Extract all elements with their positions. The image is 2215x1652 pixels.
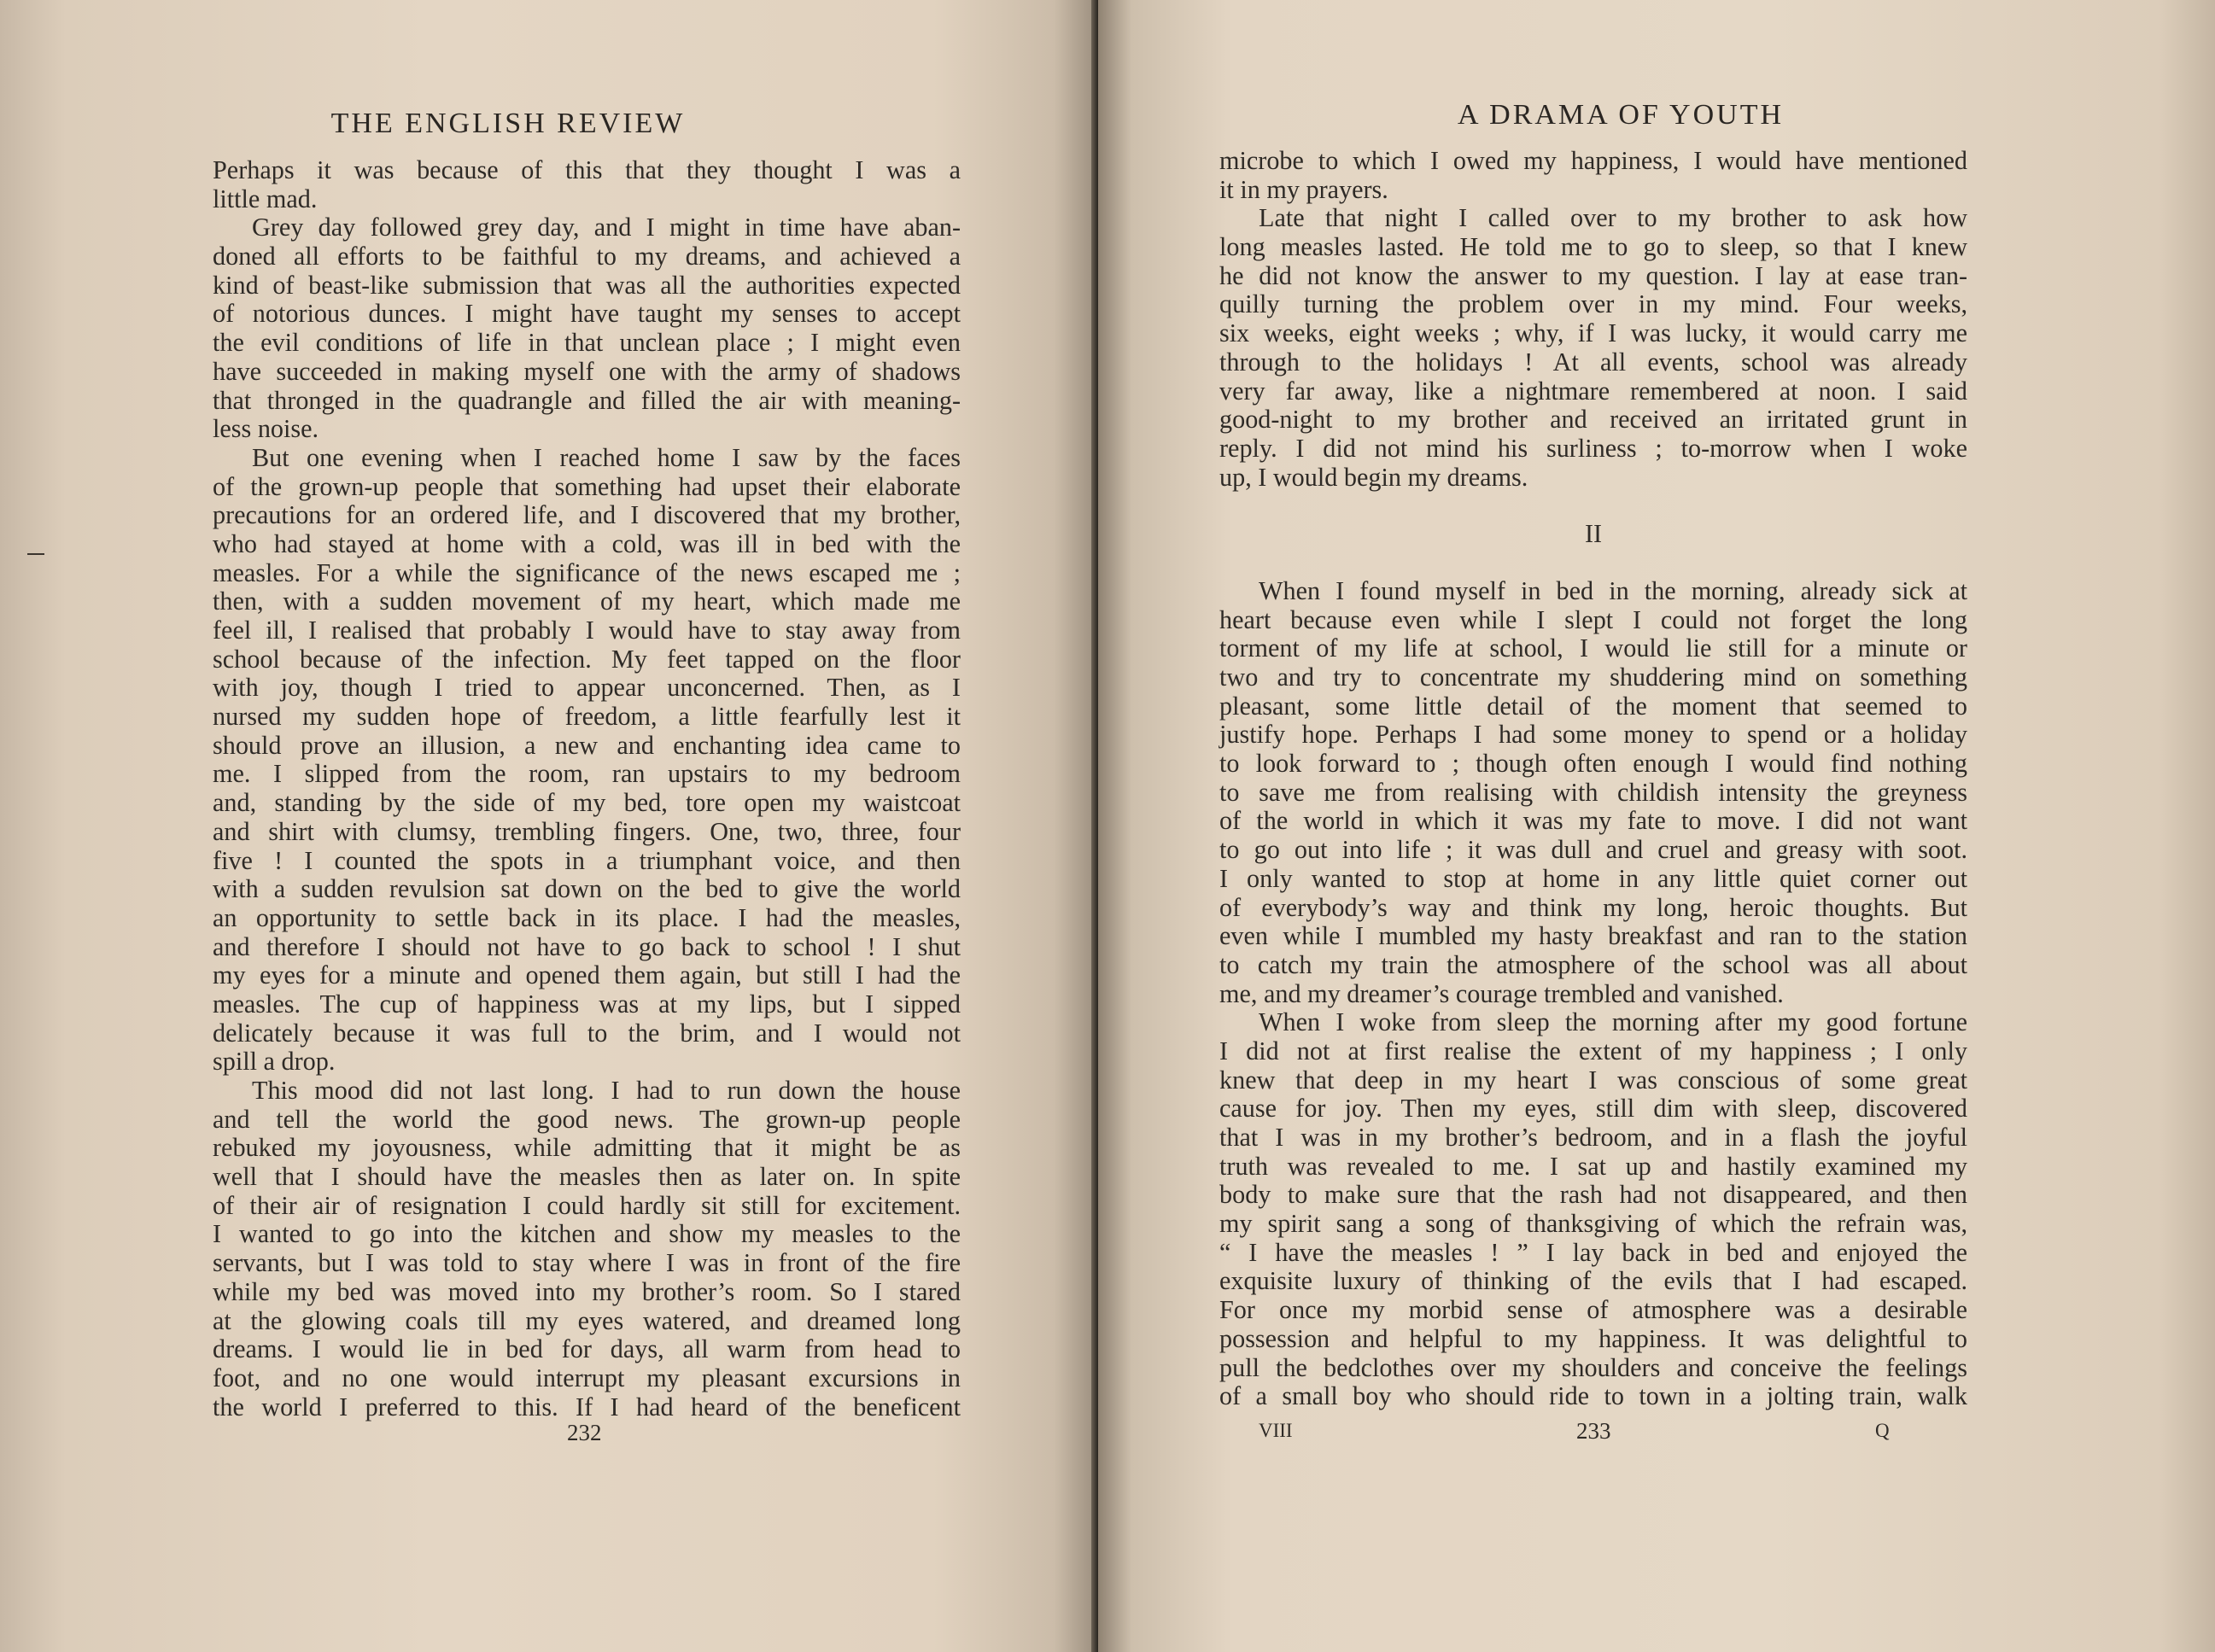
section-heading: II [1584,519,1603,549]
text-line: and tell the world the good news. The grown-up people [213,1104,961,1134]
text-line: exquisite luxury of thinking of the evils that I had escaped. [1219,1266,1967,1296]
text-line: truth was revealed to me. I sat up and hastily examined my [1219,1151,1967,1181]
text-line: dreams. I would lie in bed for days, all warm from head to [213,1334,961,1364]
right-body-text [1219,147,1967,1411]
text-line: me, and my dreamer’s courage trembled and vanished. [1219,978,1784,1008]
text-line: “ I have the measles ! ” I lay back in bed and enjoyed the [1219,1237,1967,1267]
text-line: measles. For a while the significance of the news escaped me ; [213,557,961,587]
left-page [0,0,1098,1652]
text-line: body to make sure that the rash had not disappeared, and then [1219,1180,1967,1210]
text-line: the world I preferred to this. If I had heard of the beneficent [213,1392,961,1421]
right-page [1098,0,2215,1652]
text-line: I did not at first realise the extent of my happiness ; I only [1219,1036,1967,1065]
text-line: of notorious dunces. I might have taught my senses to accept [213,299,961,329]
text-line: then, with a sudden movement of my heart, which made me [213,587,961,616]
text-line: Late that night I called over to my brother to ask how [1259,203,1967,233]
left-running-head: THE ENGLISH REVIEW [330,108,686,139]
text-line: long measles lasted. He told me to go to sleep, so that I knew [1219,232,1967,262]
text-line: pull the bedclothes over my shoulders and conceive the feelings [1219,1352,1967,1382]
text-line: less noise. [213,414,319,444]
text-line: microbe to which I owed my happiness, I would have mentioned [1219,146,1967,175]
signature-mark-left: VIII [1259,1420,1293,1441]
text-line: cause for joy. Then my eyes, still dim with sleep, discovered [1219,1094,1967,1124]
text-line: nursed my sudden hope of freedom, a little fearfully lest it [213,702,961,732]
text-line: even while I mumbled my hasty breakfast and ran to the station [1219,921,1967,951]
text-line: doned all efforts to be faithful to my dreams, and achieved a [213,242,961,271]
text-line: that I was in my brother’s bedroom, and in a flash the joyful [1219,1123,1967,1152]
text-line: to go out into life ; it was dull and cruel and greasy with soot. [1219,835,1967,865]
text-line: it in my prayers. [1219,174,1388,204]
text-line: and, standing by the side of my bed, tore open my waistcoat [213,788,961,818]
margin-mark [27,553,44,555]
text-line: of the grown-up people that something had upset their elaborate [213,471,961,501]
text-line: torment of my life at school, I would lie still for a minute or [1219,633,1967,663]
text-line: have succeeded in making myself one with the army of shadows [213,356,961,386]
text-line: Perhaps it was because of this that they thought I was a [213,155,961,184]
text-line: of the world in which it was my fate to move. I did not want [1219,806,1967,836]
text-line: while my bed was moved into my brother’s room. So I stared [213,1276,961,1306]
text-line: foot, and no one would interrupt my pleasant excursions in [213,1363,961,1392]
text-line: This mood did not last long. I had to run down the house [252,1076,961,1105]
text-line: justify hope. Perhaps I had some money to spend or a holiday [1219,720,1967,750]
text-line: reply. I did not mind his surliness ; to-morrow when I woke [1219,433,1967,463]
text-line: heart because even while I slept I could not forget the long [1219,604,1967,634]
text-line: feel ill, I realised that probably I would have to stay away from [213,616,961,645]
text-line: at the glowing coals till my eyes watered, and dreamed long [213,1305,961,1335]
text-line: the evil conditions of life in that unclean place ; I might even [213,328,961,358]
text-line: two and try to concentrate my shuddering mind on something [1219,663,1967,692]
text-line: of their air of resignation I could hardly sit still for excitement. [213,1190,961,1220]
text-line: he did not know the answer to my question. I lay at ease tran- [1219,260,1967,290]
text-line: When I found myself in bed in the morning, already sick at [1259,575,1967,605]
text-line: very far away, like a nightmare remembered at noon. I said [1219,376,1967,406]
signature-mark-right: Q [1875,1420,1890,1441]
text-line: six weeks, eight weeks ; why, if I was lucky, it would carry me [1219,318,1967,348]
right-running-head: A DRAMA OF YOUTH [1457,99,1785,131]
text-line: school because of the infection. My feet tapped on the floor [213,644,961,674]
text-line: up, I would begin my dreams. [1219,462,1528,492]
text-line: quilly turning the problem over in my mind. Four weeks, [1219,289,1967,319]
text-line: servants, but I was told to stay where I was in front of the fire [213,1248,961,1278]
text-line: measles. The cup of happiness was at my lips, but I sipped [213,989,961,1019]
text-line: to save me from realising with childish intensity the greyness [1219,777,1967,807]
text-line: that thronged in the quadrangle and filled the air with meaning- [213,385,961,415]
text-line: little mad. [213,184,318,213]
text-line: five ! I counted the spots in a triumphant voice, and then [213,845,961,875]
text-line: I only wanted to stop at home in any little quiet corner out [1219,863,1967,893]
text-line: should prove an illusion, a new and enchanting idea came to [213,730,961,760]
text-line: well that I should have the measles then as later on. In spite [213,1162,961,1192]
text-line: possession and helpful to my happiness. It was delightful to [1219,1323,1967,1353]
text-line: of a small boy who should ride to town in a jolting train, walk [1219,1381,1967,1411]
left-page-number: 232 [567,1420,602,1445]
text-line: When I woke from sleep the morning after my good fortune [1259,1007,1967,1037]
text-line: I wanted to go into the kitchen and show my measles to the [213,1219,961,1249]
text-line: to catch my train the atmosphere of the school was all about [1219,949,1967,979]
text-line: and shirt with clumsy, trembling fingers. One, two, three, four [213,816,961,846]
text-line: precautions for an ordered life, and I discovered that my brother, [213,500,961,530]
text-line: rebuked my joyousness, while admitting that it might be as [213,1133,961,1163]
text-line: who had stayed at home with a cold, was ill in bed with the [213,528,961,558]
right-page-number: 233 [1576,1418,1611,1444]
text-line: knew that deep in my heart I was conscious of some great [1219,1065,1967,1095]
text-line: an opportunity to settle back in its place. I had the measles, [213,902,961,932]
text-line: my eyes for a minute and opened them again, but still I had the [213,960,961,990]
left-body-text [213,156,961,1421]
text-line: Grey day followed grey day, and I might in time have aban- [252,213,961,242]
text-line: to look forward to ; though often enough I would find nothing [1219,749,1967,779]
text-line: delicately because it was full to the brim, and I would not [213,1018,961,1048]
text-line: of everybody’s way and think my long, heroic thoughts. But [1219,892,1967,922]
text-line: good-night to my brother and received an irritated grunt in [1219,405,1967,435]
text-line: kind of beast-like submission that was all the authorities expected [213,270,961,300]
text-line: spill a drop. [213,1047,336,1077]
text-line: with joy, though I tried to appear unconcerned. Then, as I [213,673,961,703]
text-line: pleasant, some little detail of the moment that seemed to [1219,691,1967,721]
text-line: me. I slipped from the room, ran upstairs to my bedroom [213,759,961,789]
text-line: But one evening when I reached home I saw by the faces [252,442,961,472]
text-line: my spirit sang a song of thanksgiving of which the refrain was, [1219,1209,1967,1239]
text-line: through to the holidays ! At all events, school was already [1219,347,1967,377]
text-line: For once my morbid sense of atmosphere was a desirable [1219,1295,1967,1325]
text-line: with a sudden revulsion sat down on the bed to give the world [213,874,961,904]
text-line: and therefore I should not have to go back to school ! I shut [213,931,961,961]
